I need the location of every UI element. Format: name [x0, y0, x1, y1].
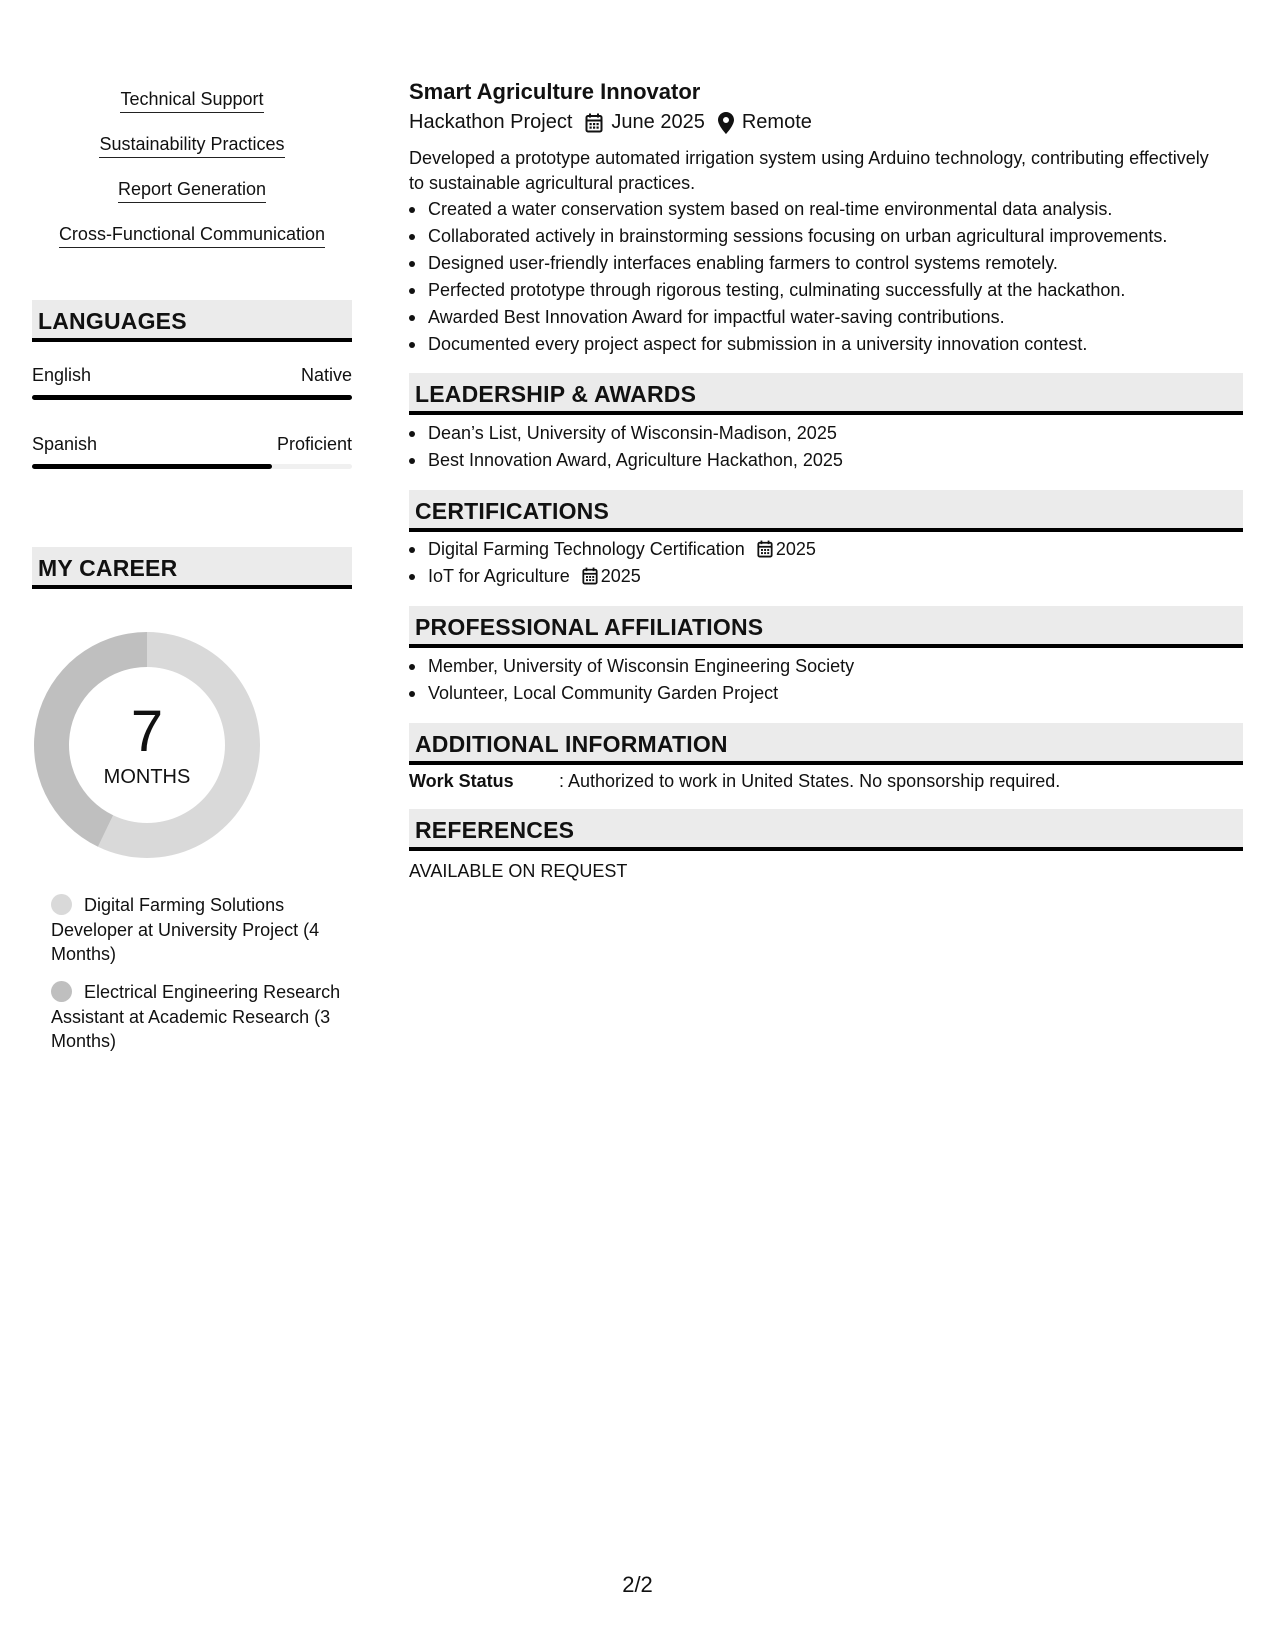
language-level: Proficient	[276, 434, 352, 454]
list-item	[428, 536, 816, 563]
calendar-icon	[757, 540, 773, 558]
project-bullets	[428, 196, 1167, 358]
skill-item: Technical Support	[32, 88, 352, 113]
leadership-list	[428, 420, 843, 474]
work-status-label: Work Status	[409, 771, 514, 791]
list-item: Collaborated actively in brainstorming sessions focusing on urban agricultural improvements.	[428, 223, 1167, 250]
certification-year: 2025	[775, 539, 816, 559]
language-proficiency-fill	[32, 395, 352, 400]
certification-name: Digital Farming Technology Certification	[428, 539, 745, 559]
project-date: June 2025	[611, 111, 705, 133]
list-item: Dean’s List, University of Wisconsin-Madison, 2025	[428, 420, 843, 447]
list-item: Documented every project aspect for submission in a university innovation contest.	[428, 331, 1167, 358]
languages-heading: LANGUAGES	[32, 300, 352, 342]
project-description: Developed a prototype automated irrigation system using Arduino technology, contributing effectively to sustainable agricultural practices.	[409, 148, 1209, 193]
list-item: Designed user-friendly interfaces enabling farmers to control systems remotely.	[428, 250, 1167, 277]
career-item: Digital Farming Solutions Developer at University Project (4 Months)	[51, 895, 320, 964]
project-org: Hackathon Project	[409, 111, 573, 133]
project-title: Smart Agriculture Innovator	[409, 79, 701, 104]
certification-name: IoT for Agriculture	[428, 566, 570, 586]
certifications-list	[428, 536, 816, 590]
calendar-icon	[585, 113, 603, 133]
project-meta	[409, 111, 812, 134]
references-heading: REFERENCES	[409, 809, 1243, 851]
list-item: Awarded Best Innovation Award for impactful water-saving contributions.	[428, 304, 1167, 331]
language-proficiency-bar	[32, 464, 352, 469]
certification-year: 2025	[600, 566, 641, 586]
list-item: Created a water conservation system based on real-time environmental data analysis.	[428, 196, 1167, 223]
additional-info-heading: ADDITIONAL INFORMATION	[409, 723, 1243, 765]
career-unit: MONTHS	[103, 766, 191, 788]
career-total: 7	[130, 699, 164, 764]
certifications-heading: CERTIFICATIONS	[409, 490, 1243, 532]
list-item: Best Innovation Award, Agriculture Hackathon, 2025	[428, 447, 843, 474]
language-proficiency-fill	[32, 464, 272, 469]
list-item	[428, 563, 816, 590]
language-name: Spanish	[32, 434, 98, 454]
map-pin-icon	[718, 112, 734, 134]
skill-item: Report Generation	[32, 178, 352, 203]
work-status-value: : Authorized to work in United States. No sponsorship required.	[559, 771, 1061, 791]
language-proficiency-bar	[32, 395, 352, 400]
legend-dot	[51, 981, 72, 1002]
references-text: AVAILABLE ON REQUEST	[409, 861, 628, 881]
skill-item: Sustainability Practices	[32, 133, 352, 158]
affiliations-list	[428, 653, 854, 707]
list-item: Volunteer, Local Community Garden Project	[428, 680, 854, 707]
career-heading: MY CAREER	[32, 547, 352, 589]
career-item: Electrical Engineering Research Assistant at Academic Research (3 Months)	[51, 982, 341, 1051]
project-location: Remote	[741, 111, 812, 133]
legend-dot	[51, 894, 72, 915]
page-number: 2/2	[622, 1572, 653, 1597]
leadership-heading: LEADERSHIP & AWARDS	[409, 373, 1243, 415]
calendar-icon	[582, 567, 598, 585]
language-level: Native	[300, 365, 352, 385]
affiliations-heading: PROFESSIONAL AFFILIATIONS	[409, 606, 1243, 648]
list-item: Member, University of Wisconsin Engineering Society	[428, 653, 854, 680]
language-name: English	[32, 365, 92, 385]
skill-item: Cross-Functional Communication	[32, 223, 352, 248]
list-item: Perfected prototype through rigorous testing, culminating successfully at the hackathon.	[428, 277, 1167, 304]
